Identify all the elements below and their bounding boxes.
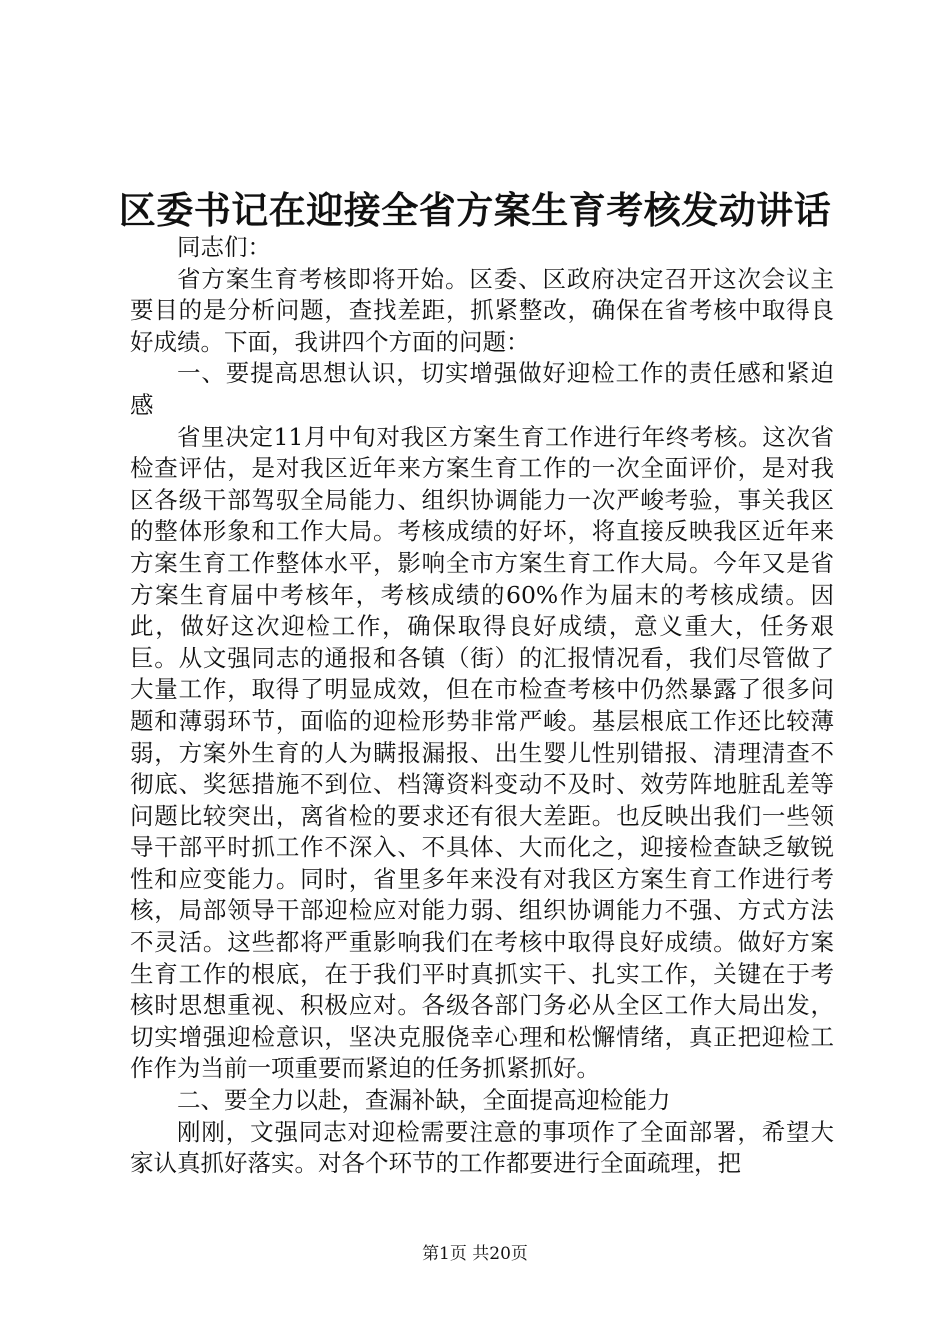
- salutation: 同志们：: [177, 233, 271, 261]
- body-paragraph: 刚刚，文强同志对迎检需要注意的事项作了全面部署，希望大家认真抓好落实。对各个环节的工作都要进行全面疏理，把: [130, 1117, 834, 1178]
- body-paragraph: 省里决定11月中旬对我区方案生育工作进行年终考核。这次省检查评估，是对我区近年来方案生育工作的一次全面评价，是对我区各级干部驾驭全局能力、组织协调能力一次严峻考验，事关我区的整体形象和工作大局。考核成绩的好坏，将直接反映我区近年来方案生育工作整体水平，影响全市方案生育工作大局。今年又是省方案生育届中考核年，考核成绩的60%作为届末的考核成绩。因此，做好这次迎检工作，确保取得良好成绩，意义重大，任务艰巨。从文强同志的通报和各镇（街）的汇报情况看，我们尽管做了大量工作，取得了明显成效，但在市检查考核中仍然暴露了很多问题和薄弱环节，面临的迎检形势非常严峻。基层根底工作还比较薄弱，方案外生育的人为瞒报漏报、出生婴儿性别错报、清理清查不彻底、奖惩措施不到位、档簿资料变动不及时、效劳阵地脏乱差等问题比较突出，离省检的要求还有很大差距。也反映出我们一些领导干部平时抓工作不深入、不具体、大而化之，迎接检查缺乏敏锐性和应变能力。同时，省里多年来没有对我区方案生育工作进行考核，局部领导干部迎检应对能力弱、组织协调能力不强、方式方法不灵活。这些都将严重影响我们在考核中取得良好成绩。做好方案生育工作的根底，在于我们平时真抓实干、扎实工作，关键在于考核时思想重视、积极应对。各级各部门务必从全区工作大局出发，切实增强迎检意识，坚决克服侥幸心理和松懈情绪，真正把迎检工作作为当前一项重要而紧迫的任务抓紧抓好。: [130, 422, 834, 1083]
- body-paragraph: 省方案生育考核即将开始。区委、区政府决定召开这次会议主要目的是分析问题，查找差距，抓紧整改，确保在省考核中取得良好成绩。下面，我讲四个方面的问题：: [130, 264, 834, 356]
- page-footer: 第1页 共20页: [422, 1244, 528, 1264]
- section-heading: 二、要全力以赴，查漏补缺，全面提高迎检能力: [177, 1086, 671, 1115]
- document-title: 区委书记在迎接全省方案生育考核发动讲话: [118, 188, 832, 232]
- document-body: [130, 232, 834, 1180]
- section-heading: 一、要提高思想认识，切实增强做好迎检工作的责任感和紧迫感: [130, 359, 834, 419]
